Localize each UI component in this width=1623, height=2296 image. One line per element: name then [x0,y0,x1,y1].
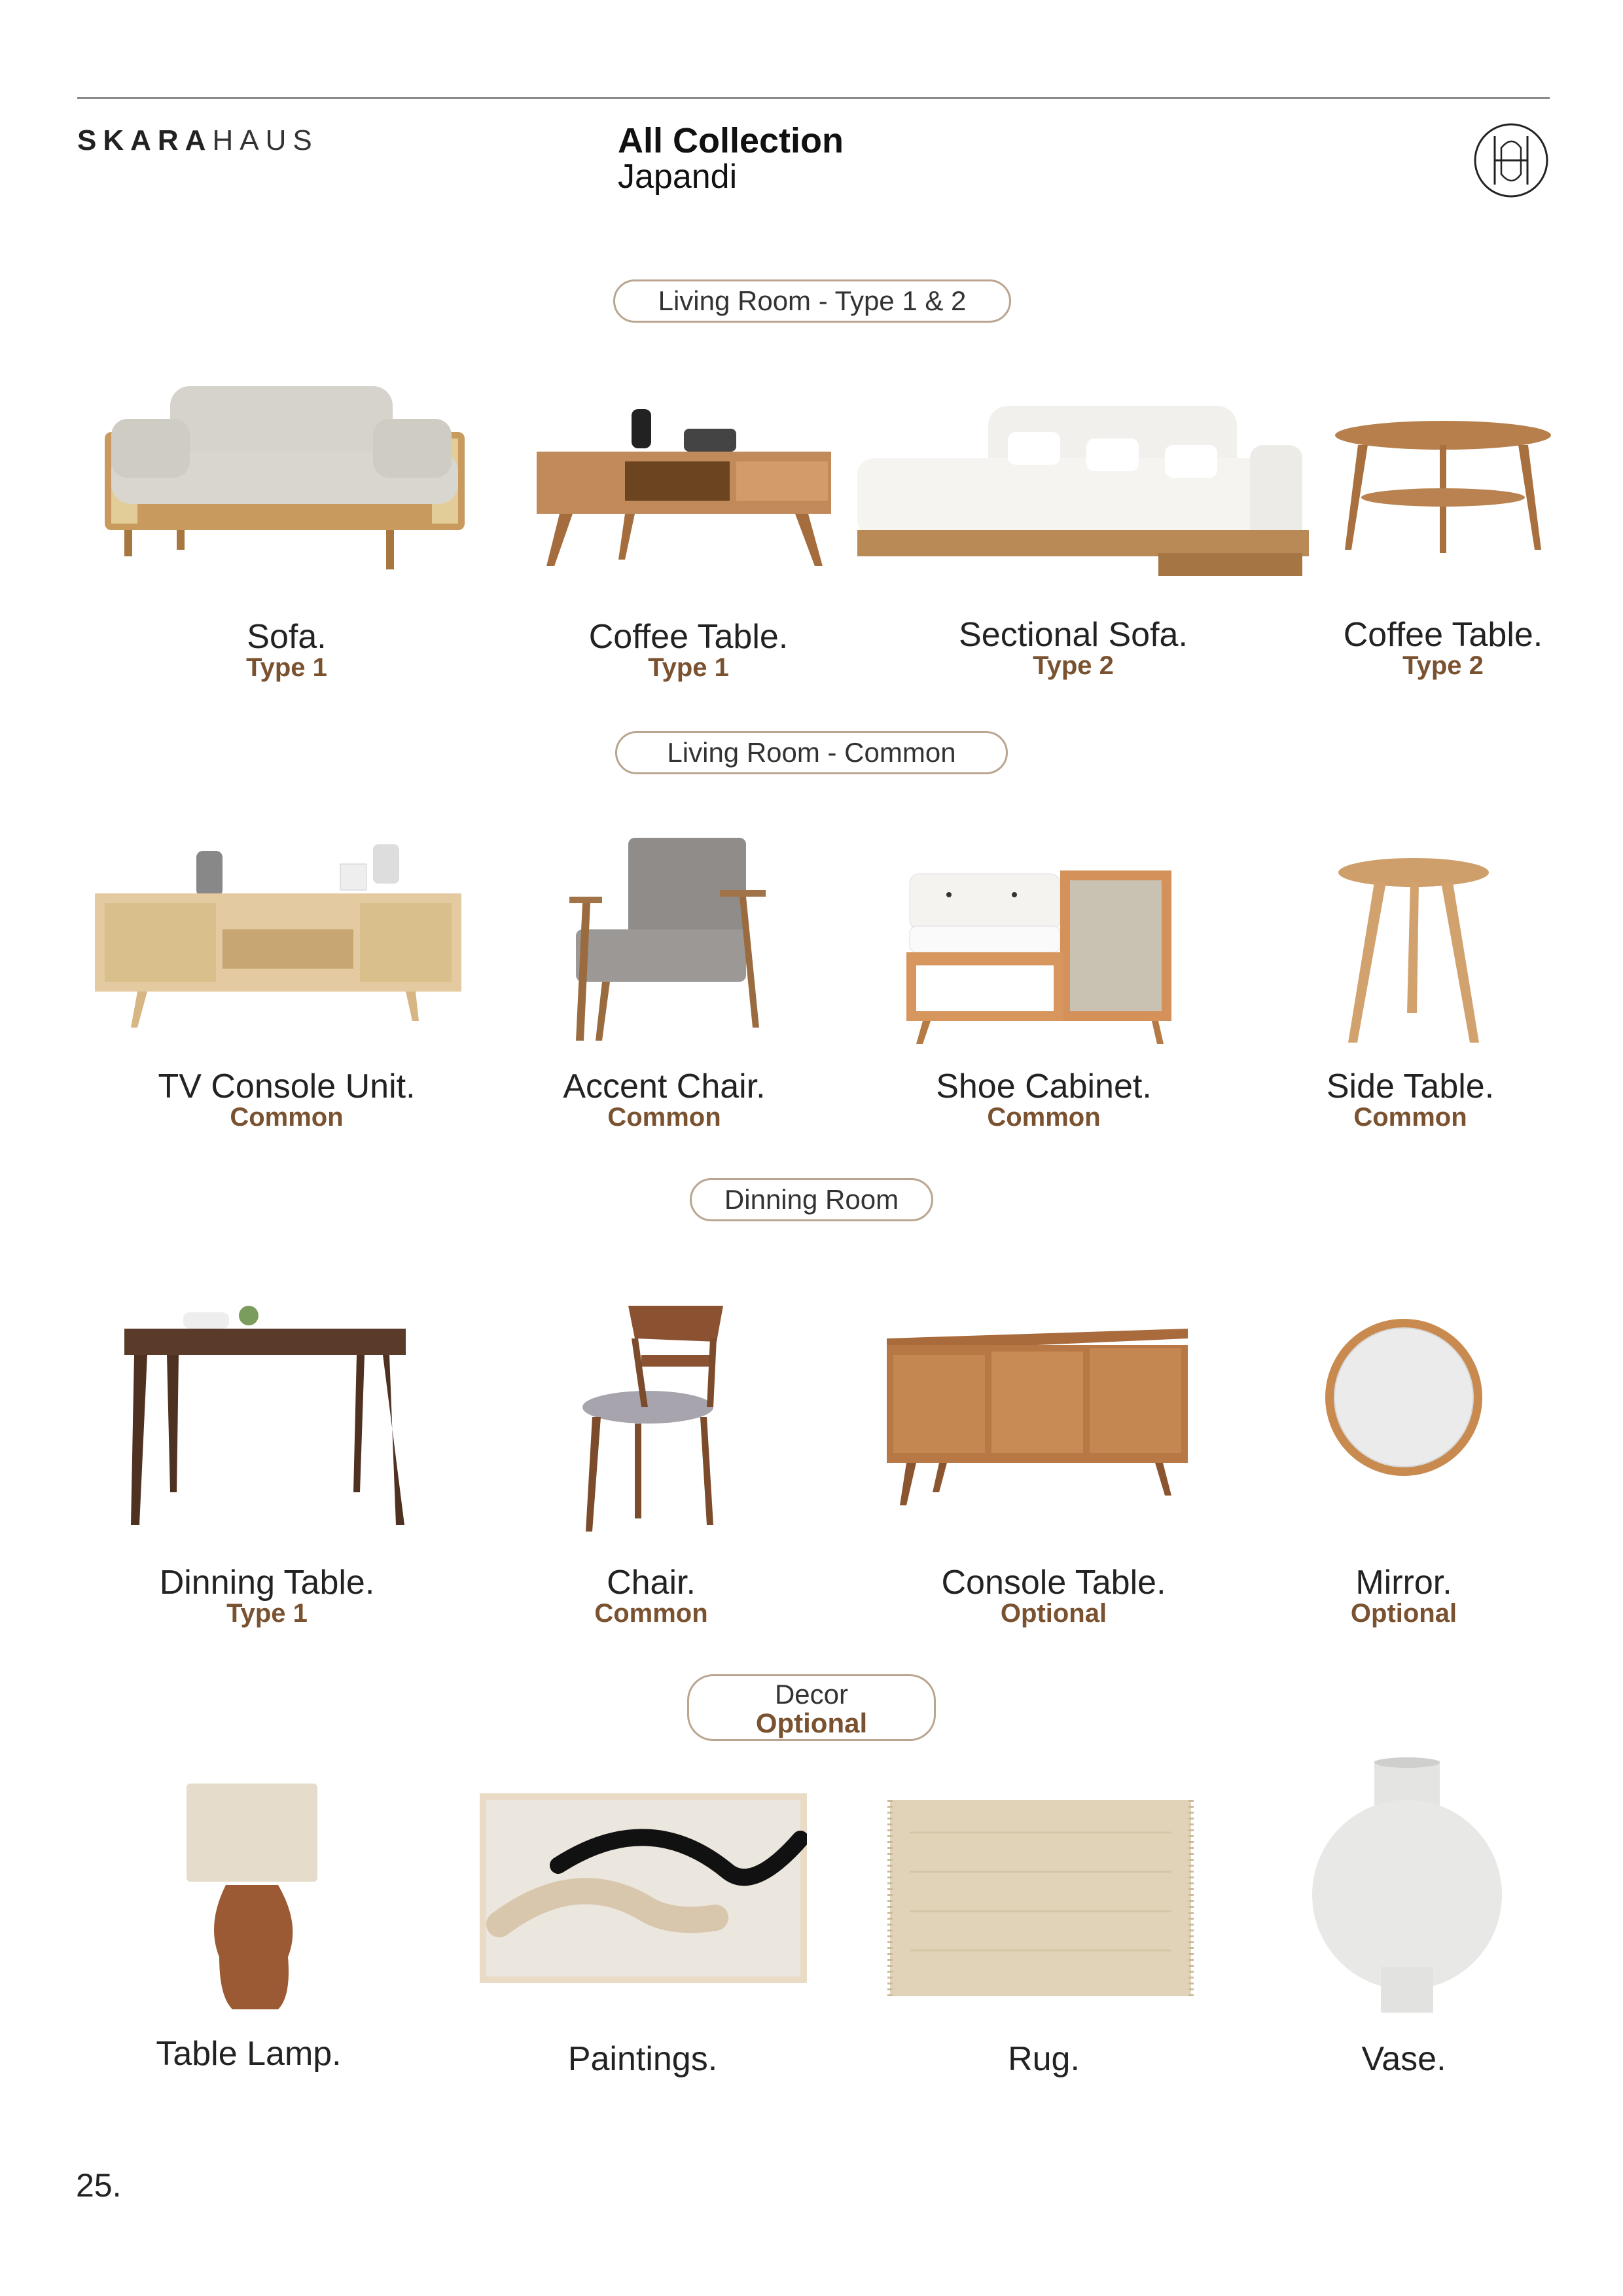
item-coffee-table-2: Coffee Table. Type 2 [1343,616,1543,680]
coffee-table-type1-image [533,403,834,573]
item-coffee-table-1: Coffee Table. Type 1 [588,618,789,682]
item-paintings: Paintings. [567,2040,718,2078]
accent-chair-image [563,831,772,1041]
painting-image [480,1793,807,1983]
dinning-table-image [121,1302,409,1532]
header-rule [77,97,1550,99]
item-sofa: Sofa. Type 1 [246,618,327,682]
monogram-logo-icon [1472,122,1550,199]
item-dinning-table: Dinning Table. Type 1 [159,1564,375,1628]
round-mirror-image [1322,1316,1486,1479]
table-lamp-image [180,1780,324,2016]
item-mirror: Mirror. Optional [1350,1564,1457,1628]
item-rug: Rug. [1008,2040,1080,2078]
sectional-sofa-image [851,399,1309,583]
coffee-table-type2-image [1332,419,1554,556]
item-side-table: Side Table. Common [1326,1067,1495,1132]
page-number: 25. [76,2167,122,2204]
page-title: All Collection [618,121,844,160]
side-table-image [1335,856,1492,1046]
rug-image [883,1793,1198,2003]
item-chair: Chair. Common [594,1564,708,1628]
item-accent-chair: Accent Chair. Common [563,1067,766,1132]
section-decor: Decor Optional [687,1674,936,1741]
page-subtitle: Japandi [618,158,738,196]
item-vase: Vase. [1361,2040,1446,2078]
section-living-room-common: Living Room - Common [615,731,1008,774]
item-shoe-cabinet: Shoe Cabinet. Common [936,1067,1152,1132]
tv-console-image [92,831,465,1028]
brand-logo-text: SKARAHAUS [77,124,319,156]
item-sectional-sofa: Sectional Sofa. Type 2 [959,616,1188,680]
item-tv-console: TV Console Unit. Common [158,1067,416,1132]
section-living-room-types: Living Room - Type 1 & 2 [613,279,1011,323]
section-dinning-room: Dinning Room [690,1178,933,1221]
item-table-lamp: Table Lamp. [156,2035,342,2073]
console-table-image [880,1325,1194,1509]
sofa-type1-image [98,380,471,576]
item-console-table: Console Table. Optional [941,1564,1166,1628]
shoe-cabinet-image [903,861,1178,1044]
vase-image [1309,1757,1505,2019]
dining-chair-image [576,1302,733,1538]
